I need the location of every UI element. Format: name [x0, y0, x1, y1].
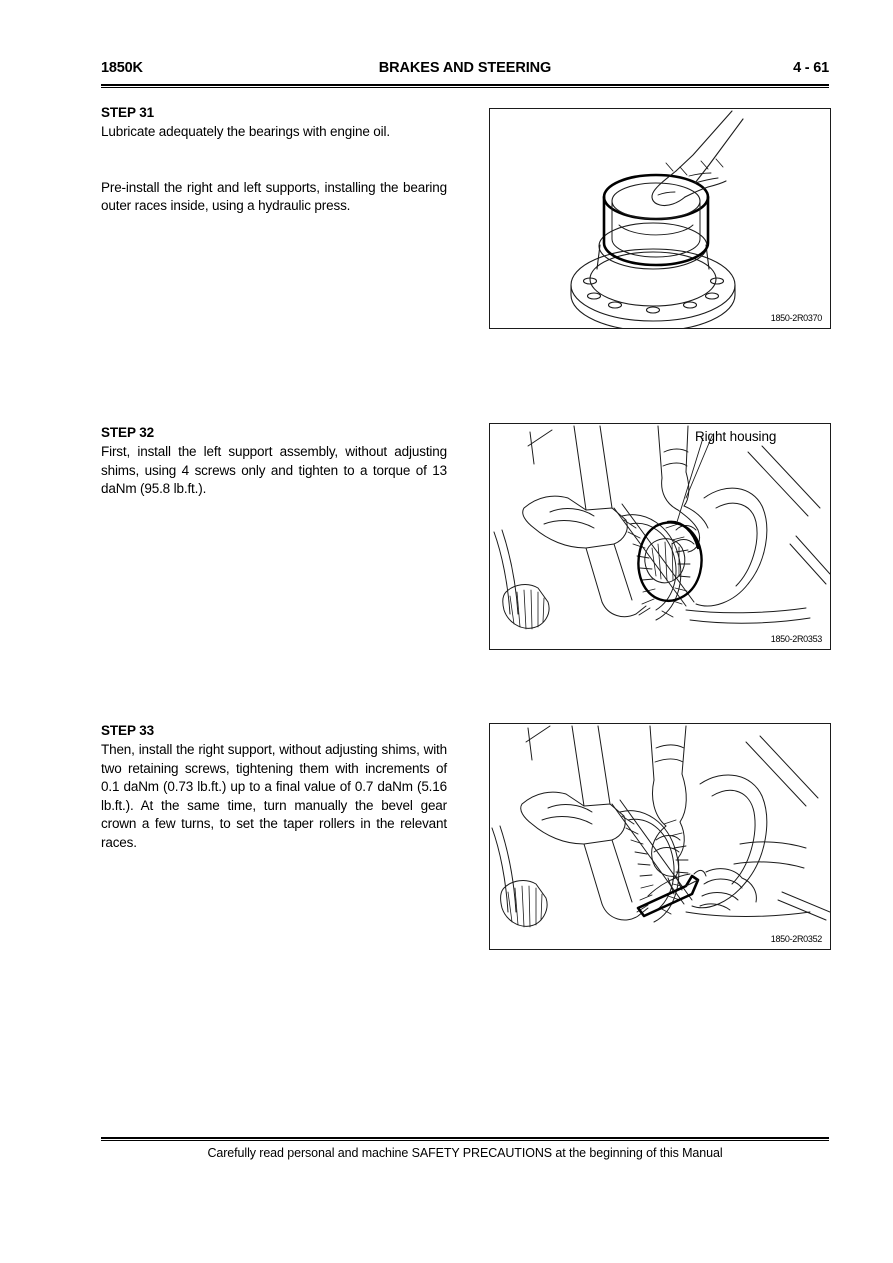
step-block-31: [101, 104, 447, 216]
figure-3-illustration: [490, 724, 830, 949]
footer-divider-rule: [101, 1137, 829, 1141]
footer-rule-thin: [101, 1140, 829, 1141]
step-33-title: STEP 33: [101, 723, 155, 738]
step-31-paragraph-1: Lubricate adequately the bearings with engine oil.: [101, 124, 390, 139]
header-model-code: 1850K: [101, 60, 143, 76]
figure-1-illustration: [490, 109, 830, 328]
step-32-title: STEP 32: [101, 425, 155, 440]
header-rule-thick: [101, 84, 829, 86]
step-block-33: [101, 722, 447, 852]
step-32-paragraph-1: First, install the left support assembly, without adjusting shims, using 4 screws only and tighten to a torque of 13 daNm (95.8 lb.ft.).: [101, 444, 447, 496]
header-section-title: BRAKES AND STEERING: [378, 60, 552, 76]
figure-1-reference-code: 1850-2R0370: [770, 313, 822, 323]
step-31-paragraph-2: Pre-install the right and left supports, installing the bearing outer races inside, using a hydraulic press.: [101, 179, 447, 213]
figure-step-32: [489, 423, 831, 650]
footer-rule-thick: [101, 1137, 829, 1139]
header-divider-rule: [101, 84, 829, 88]
header-rule-thin: [101, 87, 829, 88]
step-31-title: STEP 31: [101, 105, 155, 120]
step-33-paragraph-1: Then, install the right support, without adjusting shims, with two retaining screws, tightening them with increments of 0.1 daNm (0.73 lb.ft.) up to a final value of 0.7 daNm (5.16 lb.ft.). At the same time, turn manually the bevel gear crown a few turns, to set the taper rollers in the relevant races.: [101, 742, 447, 850]
page-header: [101, 60, 829, 84]
figure-3-reference-code: 1850-2R0352: [770, 934, 822, 944]
figure-step-33: [489, 723, 831, 950]
header-page-number: 4 - 61: [793, 60, 829, 76]
step-block-32: [101, 424, 447, 499]
figure-2-callout-right-housing: Right housing: [695, 429, 777, 444]
figure-2-reference-code: 1850-2R0353: [770, 634, 822, 644]
figure-2-illustration: [490, 424, 830, 649]
footer-safety-notice: Carefully read personal and machine SAFETY PRECAUTIONS at the beginning of this Manual: [207, 1146, 723, 1160]
figure-step-31: [489, 108, 831, 329]
